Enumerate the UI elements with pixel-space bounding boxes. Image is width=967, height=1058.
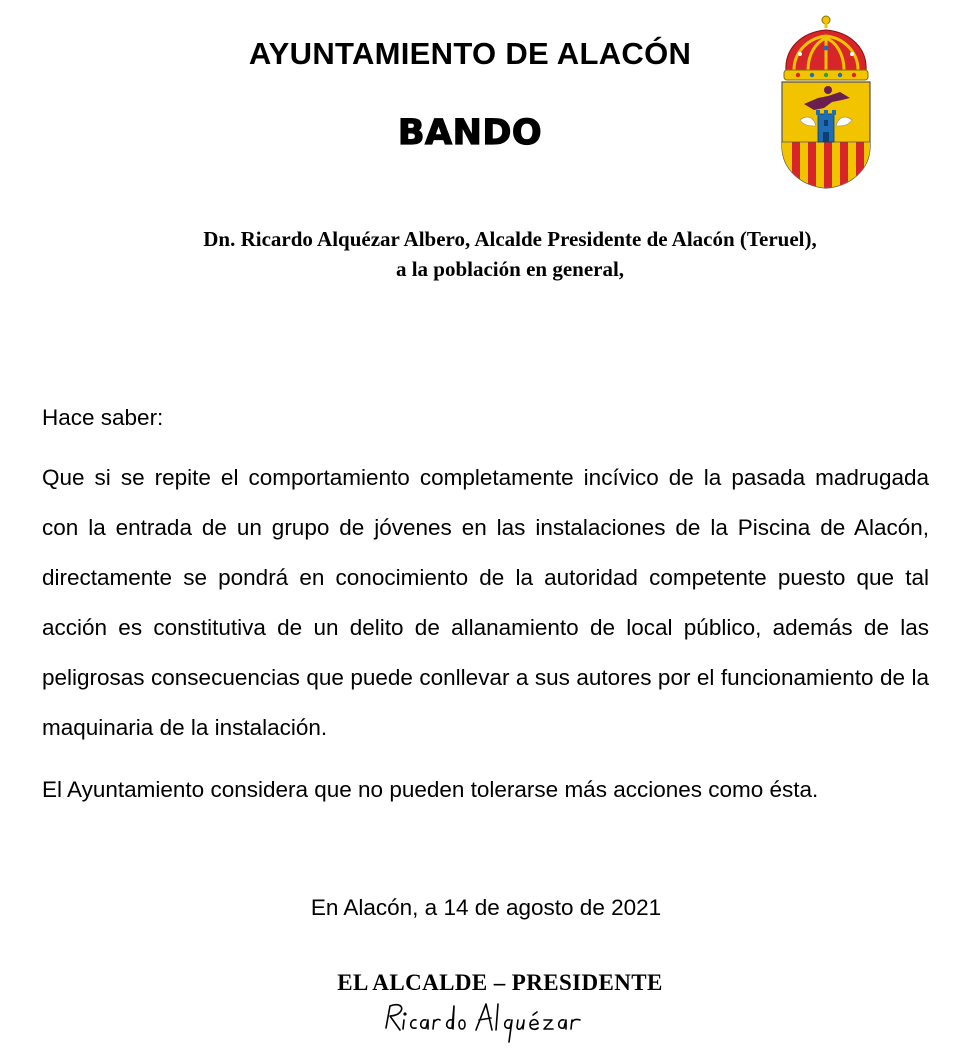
addressee-line-2: a la población en general, [395, 257, 625, 281]
document-date: En Alacón, a 14 de agosto de 2021 [310, 895, 662, 920]
page-title: AYUNTAMIENTO DE ALACÓN [248, 36, 692, 71]
document-body [42, 393, 929, 815]
document-type-heading: BANDO [397, 113, 543, 153]
intro-text: Hace saber: [42, 405, 164, 430]
body-paragraph-1: Que si se repite el comportamiento completamente incívico de la pasada madrugada con la entrada de un grupo de jóvenes en las instalaciones de la Piscina de Alacón, directamente se pondrá en conocimiento de la autoridad competente puesto que tal acción es constitutiva de un delito de allanamiento de local público, además de las peligrosas consecuencias que puede conllevar a sus autores por el funcionamiento de la maquinaria de la instalación. [42, 465, 929, 740]
body-paragraph-2: El Ayuntamiento considera que no pueden tolerarse más acciones como ésta. [42, 777, 819, 802]
signer-title: EL ALCALDE – PRESIDENTE [337, 970, 663, 995]
coat-of-arms-icon [778, 14, 874, 190]
addressee-block [60, 224, 960, 284]
addressee-line-1: Dn. Ricardo Alquézar Albero, Alcalde Presidente de Alacón (Teruel), [203, 227, 817, 251]
handwritten-signature [378, 996, 608, 1046]
